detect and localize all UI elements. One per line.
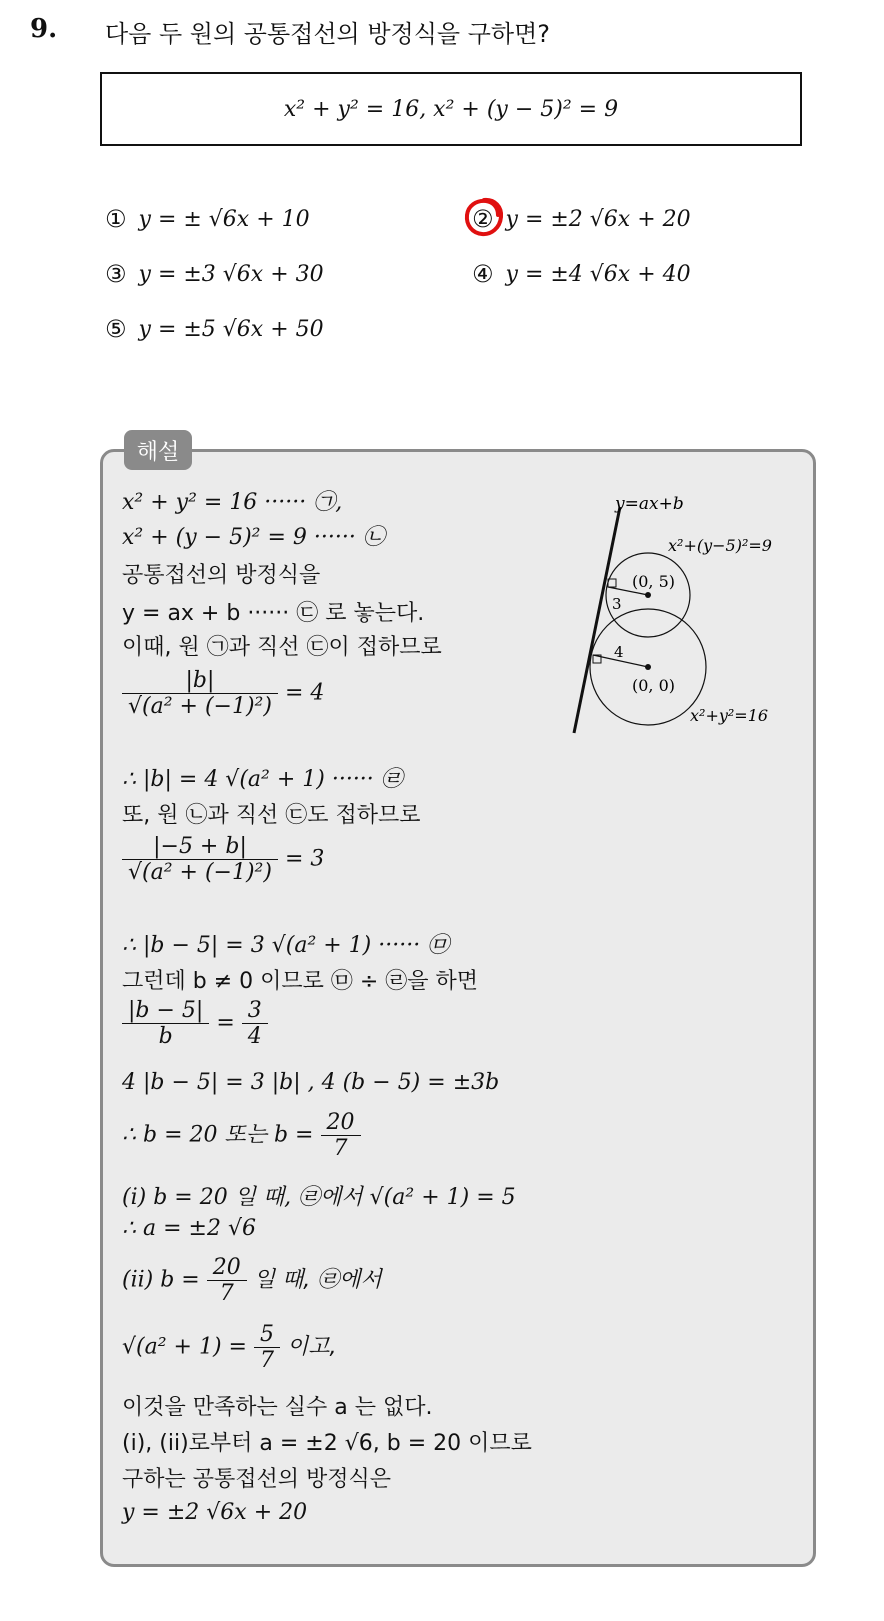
question-number: 9. (30, 14, 58, 44)
big-center-label: (0, 0) (632, 676, 676, 695)
fraction-numerator: |b − 5| (122, 998, 209, 1024)
solution-line: ∴ a = ±2 √6 (122, 1216, 256, 1241)
solution-line: 구하는 공통접선의 방정식은 (122, 1467, 392, 1492)
choice-number: ④ (472, 260, 494, 288)
fraction (122, 834, 278, 885)
fraction-equation-3 (122, 998, 268, 1049)
choice-number-wrap (472, 205, 494, 233)
fraction-numerator: |−5 + b| (122, 834, 278, 860)
fraction-equals: = (216, 1010, 235, 1036)
fraction-numerator: 3 (242, 998, 268, 1024)
fraction-equation-5 (122, 1255, 382, 1306)
fraction-lhs: √(a² + 1) = (122, 1334, 247, 1360)
fraction-denominator: √(a² + (−1)²) (128, 860, 272, 885)
fraction-equation-4 (122, 1110, 361, 1161)
fraction-rhs: 일 때, ㉣에서 (253, 1267, 382, 1293)
fraction-denominator: 7 (219, 1281, 234, 1306)
line-label: y=ax+b (615, 494, 684, 514)
choice-4[interactable] (472, 260, 691, 288)
fraction (242, 998, 268, 1049)
fraction-rhs: 이고, (286, 1334, 337, 1360)
fraction-numerator: |b| (122, 668, 278, 694)
answer-mark-circle (462, 195, 506, 239)
choice-number: ② (472, 205, 494, 233)
solution-line: 또, 원 ㉡과 직선 ㉢도 접하므로 (122, 803, 421, 828)
fraction-numerator: 20 (321, 1110, 361, 1136)
solution-line: 이것을 만족하는 실수 a 는 없다. (122, 1395, 433, 1420)
fraction (122, 998, 209, 1049)
fraction-denominator: √(a² + (−1)²) (128, 694, 272, 719)
choice-3[interactable] (105, 260, 324, 288)
given-equations: x² + y² = 16, x² + (y − 5)² = 9 (283, 96, 619, 122)
given-equations-box (100, 72, 802, 146)
fraction-equation-1 (122, 668, 324, 719)
fraction-denominator: 7 (259, 1348, 274, 1373)
fraction-equation-2 (122, 834, 324, 885)
solution-line: 공통접선의 방정식을 (122, 563, 321, 588)
choice-text: y = ± √6x + 10 (138, 206, 310, 232)
small-circle-label: x²+(y−5)²=9 (668, 536, 772, 555)
fraction-denominator: 7 (333, 1136, 348, 1161)
fraction-denominator: b (158, 1024, 173, 1049)
choice-2[interactable] (472, 205, 691, 233)
fraction (122, 668, 278, 719)
solution-line: x² + y² = 16 ······ ㉠, (122, 490, 343, 515)
fraction-rhs: = 3 (284, 846, 325, 872)
solution-line: 4 |b − 5| = 3 |b| , 4 (b − 5) = ±3b (122, 1070, 500, 1095)
solution-line: (i) b = 20 일 때, ㉣에서 √(a² + 1) = 5 (122, 1185, 516, 1210)
fraction (321, 1110, 361, 1161)
fraction-numerator: 5 (254, 1322, 280, 1348)
choice-text: y = ±4 √6x + 40 (505, 261, 691, 287)
question-text: 다음 두 원의 공통접선의 방정식을 구하면? (105, 20, 551, 48)
big-circle-label: x²+y²=16 (690, 706, 769, 725)
choice-1[interactable] (105, 205, 310, 233)
choice-number: ③ (105, 260, 127, 288)
solution-line: 이때, 원 ㉠과 직선 ㉢이 접하므로 (122, 635, 442, 660)
solution-line: y = ±2 √6x + 20 (122, 1500, 308, 1525)
fraction-denominator: 4 (247, 1024, 262, 1049)
choice-number: ① (105, 205, 127, 233)
solution-line: ∴ |b| = 4 √(a² + 1) ······ ㉣ (122, 767, 403, 792)
fraction-equation-6 (122, 1322, 336, 1373)
fraction-rhs: = 4 (284, 680, 325, 706)
fraction-numerator: 20 (207, 1255, 247, 1281)
fraction (207, 1255, 247, 1306)
tangent-circles-diagram (560, 485, 810, 750)
small-radius-label: 3 (612, 595, 622, 613)
solution-line: y = ax + b ······ ㉢ 로 놓는다. (122, 601, 425, 626)
choice-text: y = ±3 √6x + 30 (138, 261, 324, 287)
small-center-label: (0, 5) (632, 572, 676, 591)
solution-line: 그런데 b ≠ 0 이므로 ㉤ ÷ ㉣을 하면 (122, 969, 479, 994)
fraction-lhs: ∴ b = 20 또는 b = (122, 1122, 314, 1148)
choice-text: y = ±2 √6x + 20 (505, 206, 691, 232)
big-radius-label: 4 (614, 643, 624, 661)
choice-text: y = ±5 √6x + 50 (138, 316, 324, 342)
solution-line: x² + (y − 5)² = 9 ······ ㉡ (122, 525, 385, 550)
fraction (254, 1322, 280, 1373)
fraction-lhs: (ii) b = (122, 1267, 200, 1293)
solution-line: ∴ |b − 5| = 3 √(a² + 1) ······ ㉤ (122, 933, 450, 958)
choice-number: ⑤ (105, 315, 127, 343)
solution-line: (i), (ii)로부터 a = ±2 √6, b = 20 이므로 (122, 1431, 532, 1456)
choice-5[interactable] (105, 315, 324, 343)
solution-tag: 해설 (124, 430, 192, 470)
